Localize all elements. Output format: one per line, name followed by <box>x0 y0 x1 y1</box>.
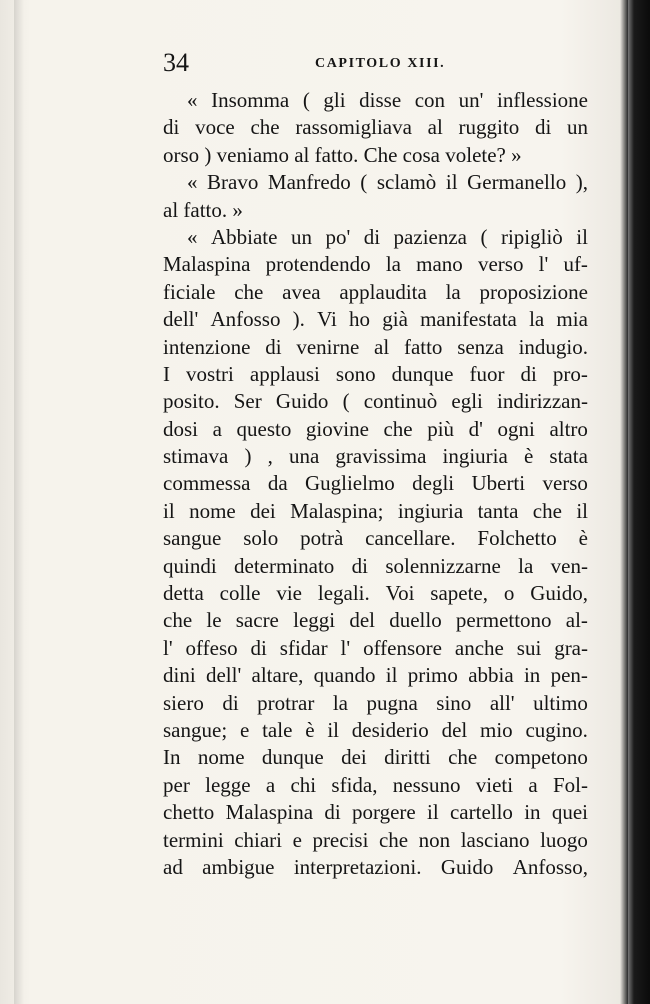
text-line: chetto Malaspina di porgere il cartello in quei <box>163 800 588 825</box>
book-binding-edge <box>628 0 650 1004</box>
text-line: stimava ) , una gravissima ingiuria è stata <box>163 444 588 469</box>
text-line: il nome dei Malaspina; ingiuria tanta che il <box>163 498 588 523</box>
text-line: I vostri applausi sono dunque fuor di pro- <box>163 361 588 386</box>
text-line: siero di protrar la pugna sino all' ultimo <box>163 690 588 715</box>
running-head <box>163 48 588 84</box>
text-line: termini chiari e precisi che non lasciano luogo <box>163 827 588 852</box>
text-line: per legge a chi sfida, nessuno vieti a Fol- <box>163 772 588 797</box>
text-line: sangue; e tale è il desiderio del mio cugino. <box>163 717 588 742</box>
text-line: In nome dunque dei diritti che competono <box>163 745 588 770</box>
text-line: commessa da Guglielmo degli Uberti verso <box>163 471 588 496</box>
text-line: dosi a questo giovine che più d' ogni altro <box>163 416 588 441</box>
text-line: posito. Ser Guido ( continuò egli indirizzan- <box>163 389 588 414</box>
text-line: « Abbiate un po' di pazienza ( ripigliò il <box>187 224 588 249</box>
text-line: orso ) veniamo al fatto. Che cosa volete? » <box>163 142 522 167</box>
page-shadow <box>14 0 24 1004</box>
text-line: dell' Anfosso ). Vi ho già manifestata la mia <box>163 307 588 332</box>
body-text <box>163 87 588 881</box>
page-number: 34 <box>163 48 189 77</box>
text-line: detta colle vie legali. Voi sapete, o Guido, <box>163 581 588 606</box>
text-line: ficiale che avea applaudita la proposizione <box>163 279 588 304</box>
text-line: di voce che rassomigliava al ruggito di un <box>163 115 588 140</box>
text-line: ad ambigue interpretazioni. Guido Anfosso, <box>163 854 588 879</box>
text-line: che le sacre leggi del duello permettono al- <box>163 608 588 633</box>
chapter-title: CAPITOLO XIII. <box>315 56 446 71</box>
text-line: dini dell' altare, quando il primo abbia in pen- <box>163 663 588 688</box>
text-line: intenzione di venirne al fatto senza indugio. <box>163 334 588 359</box>
text-line: l' offeso di sfidar l' offensore anche sui gra- <box>163 635 588 660</box>
text-line: sangue solo potrà cancellare. Folchetto è <box>163 526 588 551</box>
text-line: « Bravo Manfredo ( sclamò il Germanello ), <box>187 170 588 195</box>
text-line: quindi determinato di solennizzarne la ven- <box>163 553 588 578</box>
text-line: al fatto. » <box>163 197 243 222</box>
text-line: Malaspina protendendo la mano verso l' uf- <box>163 252 588 277</box>
text-line: « Insomma ( gli disse con un' inflessione <box>187 88 588 112</box>
